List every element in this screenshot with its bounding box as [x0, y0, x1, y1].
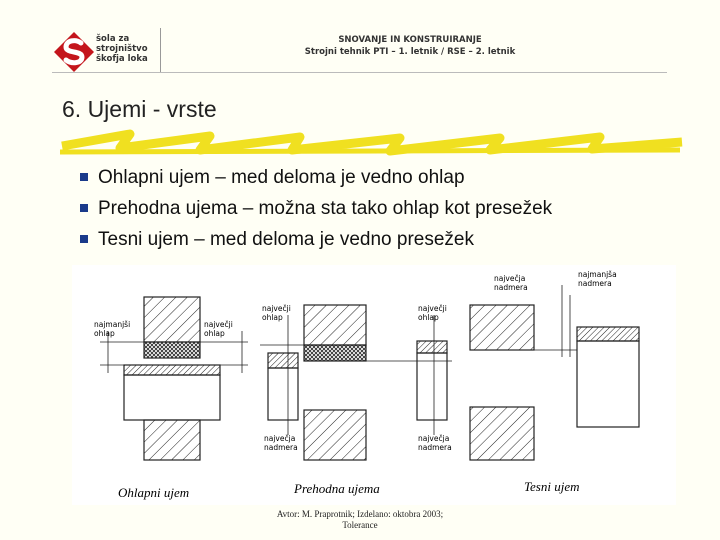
- bullet-item: [80, 162, 552, 193]
- bullet-list: [80, 162, 552, 255]
- bullet-item: [80, 193, 552, 224]
- label-min-clearance: najmanjši ohlap: [94, 320, 131, 338]
- bullet-text: Ohlapni ujem – med deloma je vedno ohlap: [98, 167, 465, 188]
- caption-interference-fit: Tesni ujem: [524, 479, 580, 494]
- fits-diagram: [72, 265, 676, 505]
- course-header: [240, 34, 580, 58]
- footer-author: Avtor: M. Praprotnik; Izdelano: oktobra 2003;: [276, 509, 444, 519]
- course-subtitle: Strojni tehnik PTI – 1. letnik / RSE – 2. letnik: [304, 47, 516, 57]
- label-max-interference: največja nadmera: [418, 434, 452, 452]
- bullet-item: [80, 224, 552, 255]
- footer: [0, 509, 720, 531]
- bullet-text: Prehodna ujema – možna sta tako ohlap kot presežek: [98, 198, 553, 219]
- bullet-square-icon: [80, 204, 88, 212]
- header-rule: [52, 72, 667, 73]
- logo-line: škofja loka: [96, 54, 148, 64]
- title-highlight-stroke: [60, 128, 685, 158]
- label-max-interference: največja nadmera: [264, 434, 298, 452]
- footer-topic: Tolerance: [342, 520, 378, 530]
- logo-line: strojništvo: [96, 44, 148, 54]
- course-title: SNOVANJE IN KONSTRUIRANJE: [338, 35, 482, 45]
- label-max-clearance: največji ohlap: [418, 304, 447, 322]
- bullet-square-icon: [80, 235, 88, 243]
- logo-line: šola za: [96, 34, 130, 44]
- logo-text: [96, 34, 148, 64]
- header-divider: [160, 28, 161, 72]
- label-max-clearance: največji ohlap: [204, 320, 233, 338]
- slide-title: 6. Ujemi - vrste: [62, 96, 217, 122]
- caption-transition-fit: Prehodna ujema: [294, 481, 380, 496]
- bullet-text: Tesni ujem – med deloma je vedno presežek: [98, 229, 474, 250]
- label-max-clearance: največji ohlap: [262, 304, 291, 322]
- label-min-interference: najmanjša nadmera: [578, 270, 617, 288]
- label-max-interference: največja nadmera: [494, 274, 528, 292]
- bullet-square-icon: [80, 173, 88, 181]
- caption-clearance-fit: Ohlapni ujem: [118, 485, 190, 500]
